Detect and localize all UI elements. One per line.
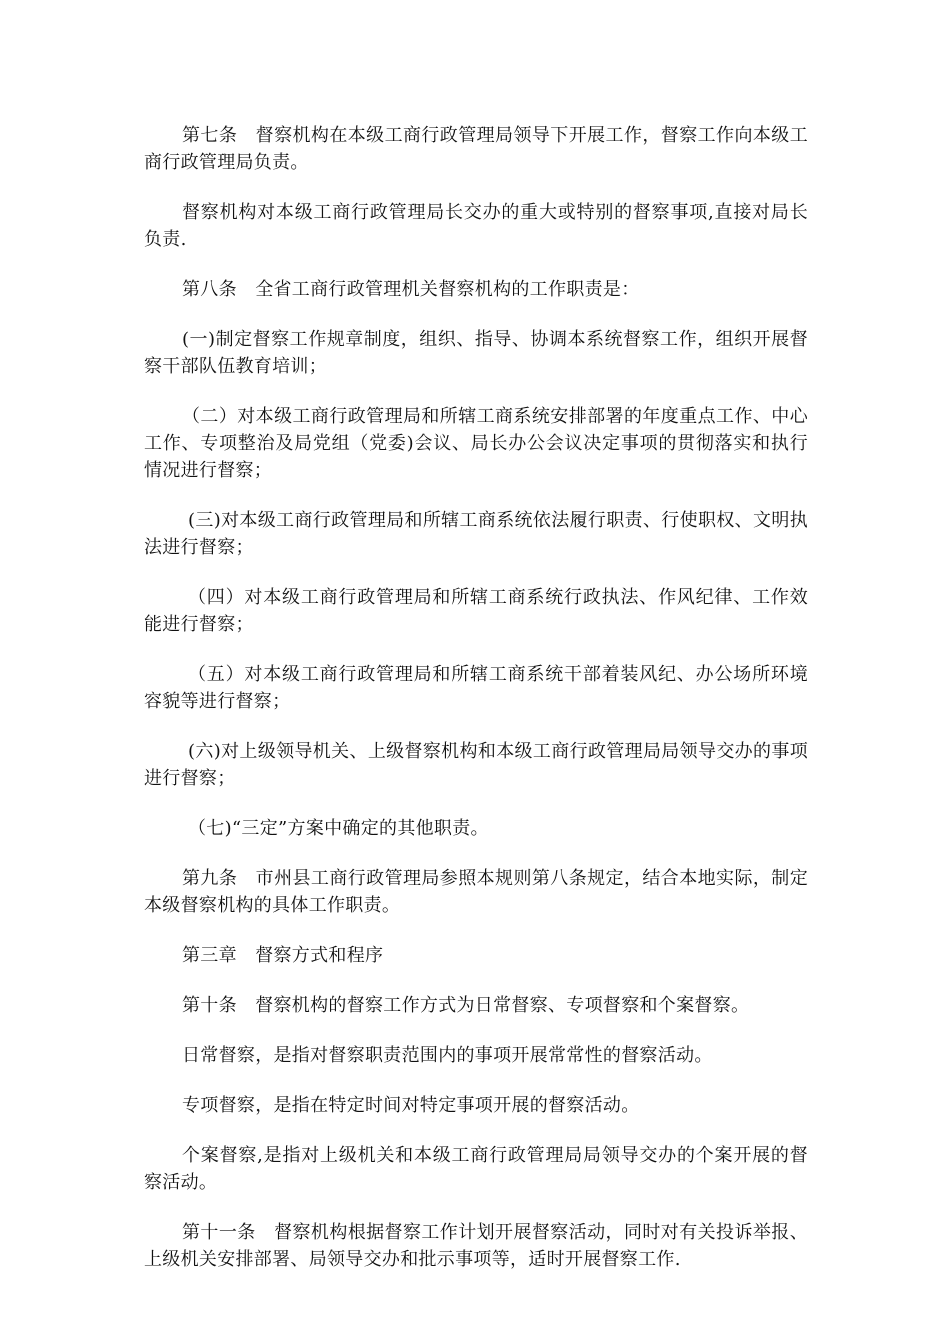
case-inspection-definition: 个案督察,是指对上级机关和本级工商行政管理局局领导交办的个案开展的督察活动。	[144, 1145, 808, 1193]
article-10-paragraph: 第十条 督察机构的督察工作方式为日常督察、专项督察和个案督察。	[182, 995, 750, 1016]
article-8-paragraph: 第八条 全省工商行政管理机关督察机构的工作职责是：	[182, 279, 640, 300]
special-inspection-definition: 专项督察，是指在特定时间对特定事项开展的督察活动。	[182, 1095, 640, 1116]
duty-item-5: （五）对本级工商行政管理局和所辖工商系统干部着装风纪、办公场所环境容貌等进行督察；	[144, 664, 808, 712]
duty-item-7: （七)“三定”方案中确定的其他职责。	[188, 818, 489, 839]
duty-item-2: （二）对本级工商行政管理局和所辖工商系统安排部署的年度重点工作、中心工作、专项整治及局党组（党委)会议、局长办公会议决定事项的贯彻落实和执行情况进行督察；	[144, 406, 808, 481]
duty-item-1: (一)制定督察工作规章制度，组织、指导、协调本系统督察工作，组织开展督察干部队伍教育培训；	[144, 329, 808, 377]
duty-item-4: （四）对本级工商行政管理局和所辖工商系统行政执法、作风纪律、工作效能进行督察；	[144, 587, 808, 635]
chapter-3-heading: 第三章 督察方式和程序	[182, 945, 384, 966]
article-7-paragraph: 第七条 督察机构在本级工商行政管理局领导下开展工作，督察工作向本级工商行政管理局负责。	[144, 125, 808, 173]
duty-item-3: (三)对本级工商行政管理局和所辖工商系统依法履行职责、行使职权、文明执法进行督察；	[144, 510, 808, 558]
article-7-supplement-paragraph: 督察机构对本级工商行政管理局长交办的重大或特别的督察事项,直接对局长负责.	[144, 202, 808, 250]
article-9-paragraph: 第九条 市州县工商行政管理局参照本规则第八条规定，结合本地实际，制定本级督察机构的具体工作职责。	[144, 868, 808, 916]
article-11-paragraph: 第十一条 督察机构根据督察工作计划开展督察活动，同时对有关投诉举报、上级机关安排部署、局领导交办和批示事项等，适时开展督察工作.	[144, 1222, 808, 1270]
duty-item-6: (六)对上级领导机关、上级督察机构和本级工商行政管理局局领导交办的事项进行督察；	[144, 741, 808, 789]
daily-inspection-definition: 日常督察，是指对督察职责范围内的事项开展常常性的督察活动。	[182, 1045, 713, 1066]
document-body	[144, 122, 808, 1296]
